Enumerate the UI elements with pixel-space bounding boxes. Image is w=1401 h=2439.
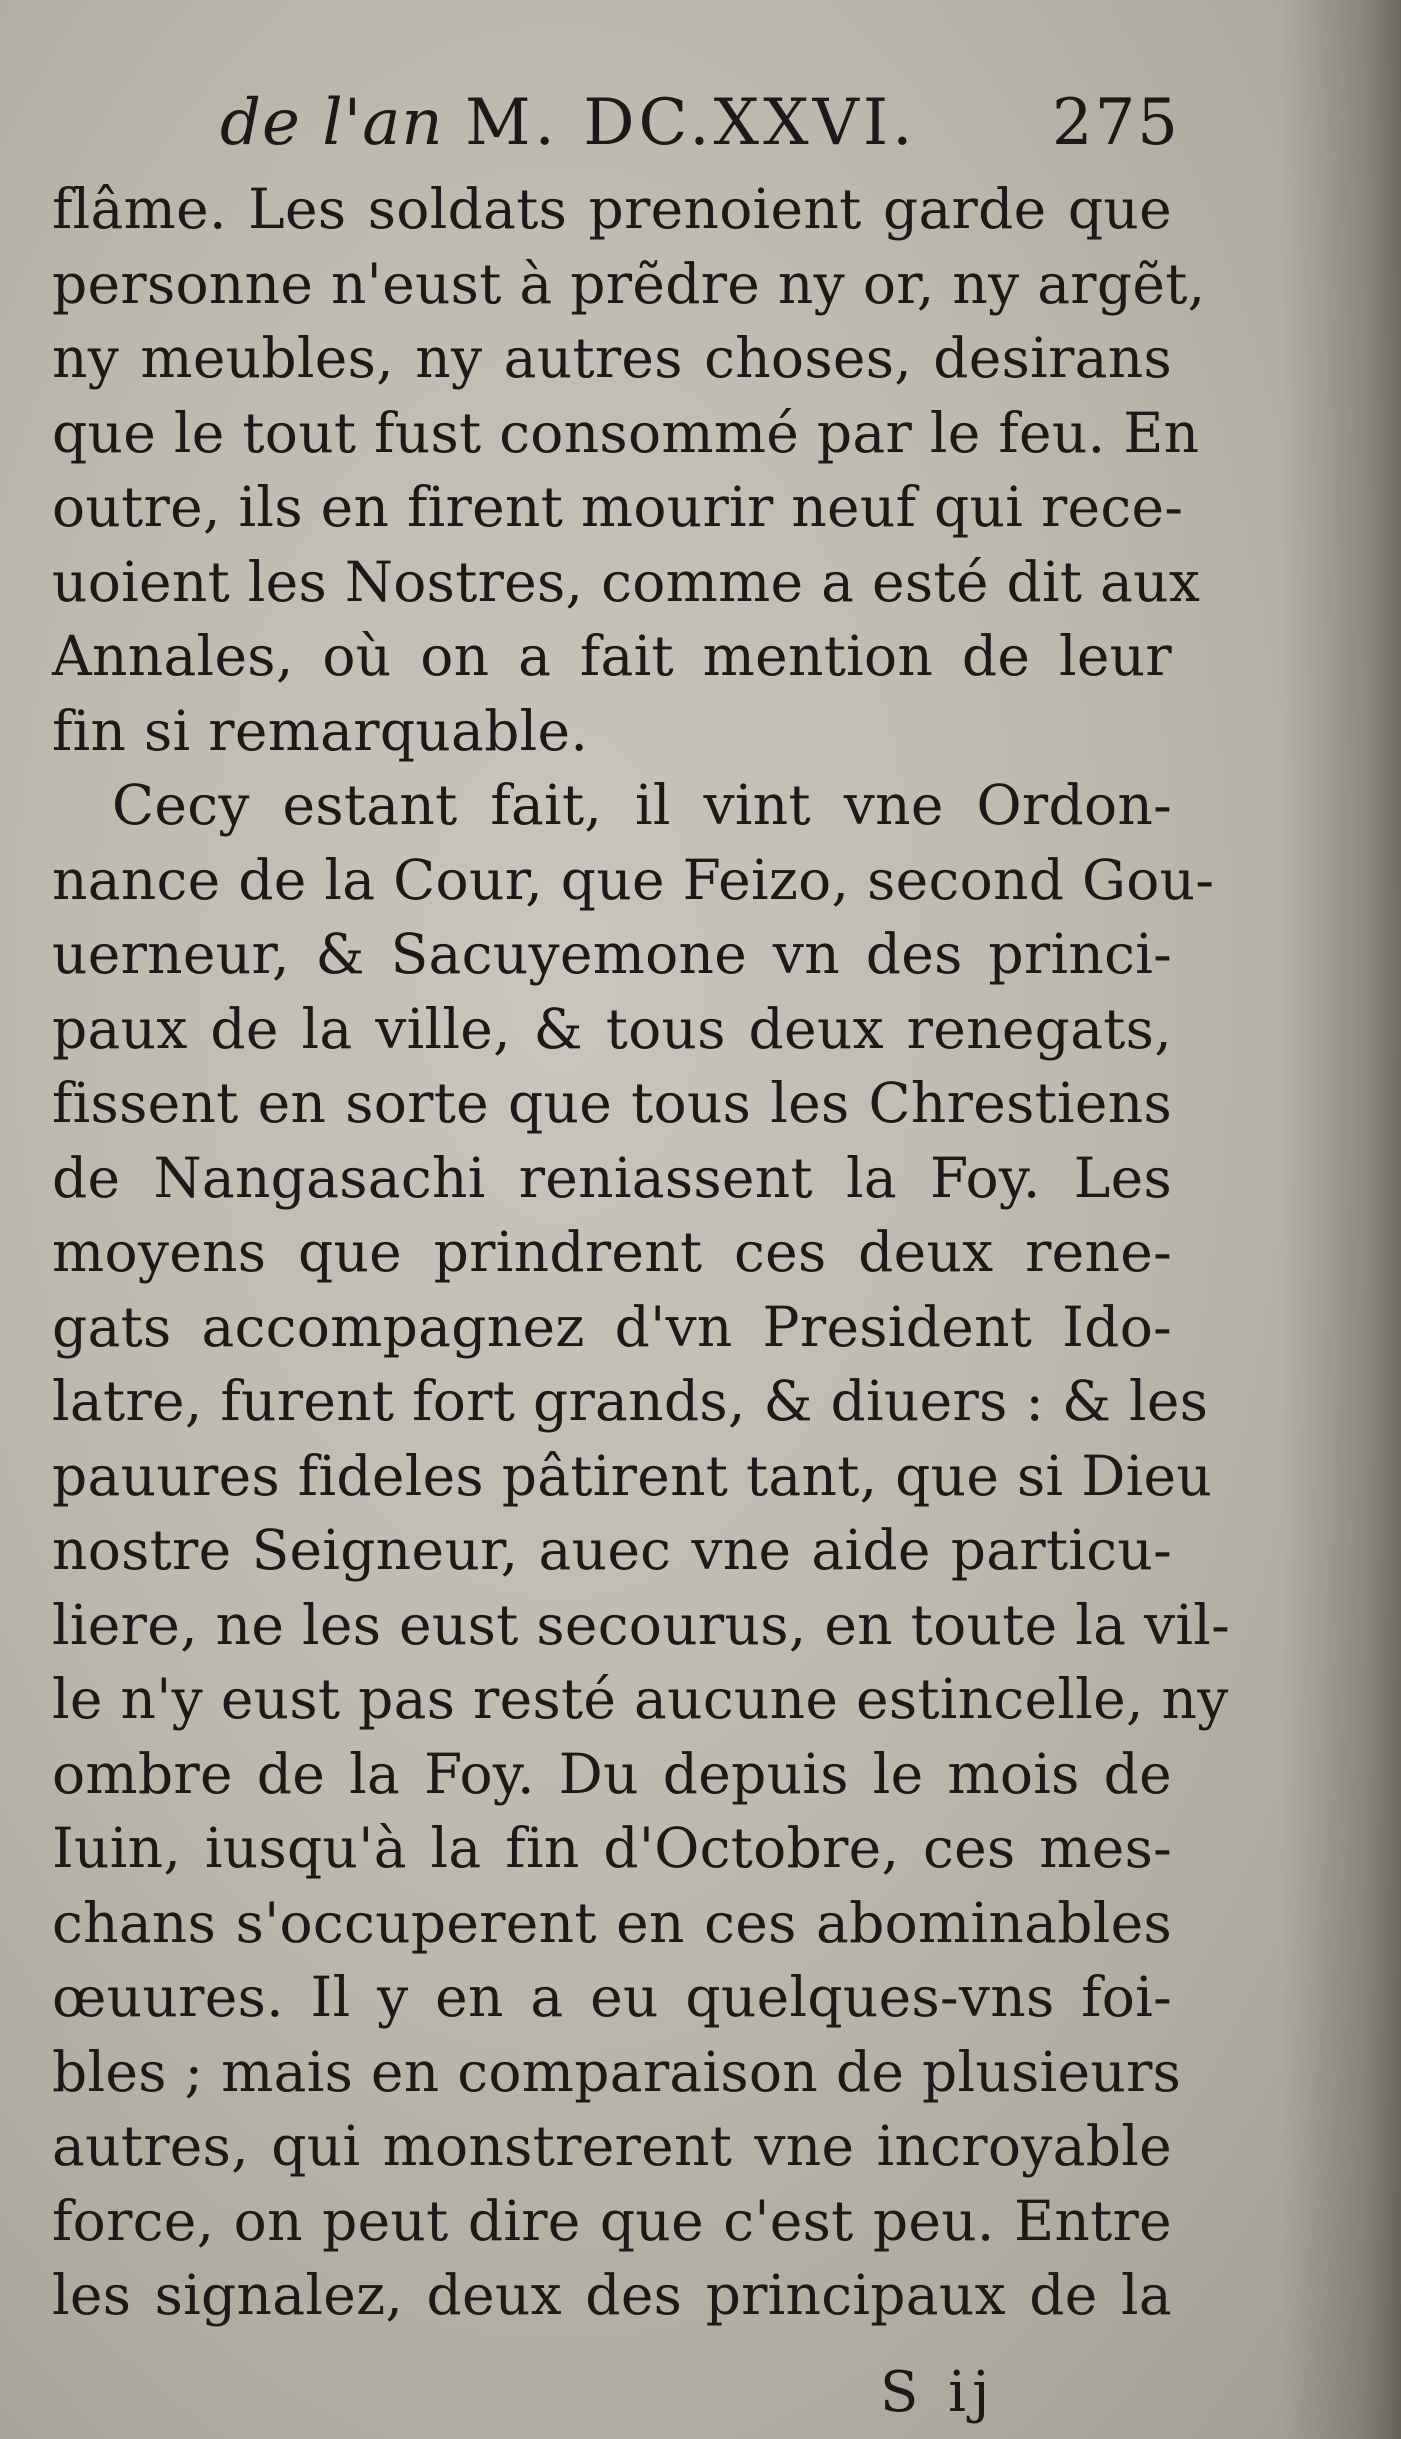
text-line: Annales, où on a fait mention de leur xyxy=(52,624,1172,688)
text-line: ombre de la Foy. Du depuis le mois de xyxy=(52,1741,1172,1806)
text-line: flâme. Les soldats prenoient garde que xyxy=(52,177,1172,241)
text-line: liere, ne les eust secourus, en toute la vil- xyxy=(52,1592,1231,1657)
text-line: nostre Seigneur, auec vne aide particu- xyxy=(52,1518,1172,1582)
text-line: chans s'occuperent en ces abominables xyxy=(52,1890,1172,1955)
text-line: ny meubles, ny autres choses, desirans xyxy=(52,326,1172,390)
text-line: paux de la ville, & tous deux renegats, xyxy=(52,996,1172,1061)
text-line: œuures. Il y en a eu quelques-vns foi- xyxy=(52,1965,1172,2029)
text-line: fissent en sorte que tous les Chrestiens xyxy=(52,1071,1172,1135)
text-line: les signalez, deux des principaux de la xyxy=(52,2263,1172,2327)
running-title-year: M. DC.XXVI. xyxy=(464,86,917,160)
text-line: moyens que prindrent ces deux rene- xyxy=(52,1220,1172,1284)
text-line: autres, qui monstrerent vne incroyable xyxy=(52,2114,1172,2178)
text-line: Cecy estant fait, il vint vne Ordon- xyxy=(112,773,1172,837)
body-text xyxy=(52,172,1231,2333)
text-line: personne n'eust à prẽdre ny or, ny argẽt, xyxy=(52,251,1206,316)
text-line: le n'y eust pas resté aucune estincelle, ny xyxy=(52,1667,1229,1731)
running-title xyxy=(220,78,917,168)
text-line: que le tout fust consommé par le feu. En xyxy=(52,400,1200,465)
text-line: Iuin, iusqu'à la fin d'Octobre, ces mes- xyxy=(52,1816,1172,1880)
text-line: uerneur, & Sacuyemone vn des princi- xyxy=(52,922,1172,986)
page-edge-shadow xyxy=(1281,0,1401,2439)
running-head xyxy=(220,78,1180,168)
text-line: force, on peut dire que c'est peu. Entre xyxy=(52,2188,1172,2253)
text-line: fin si remarquable. xyxy=(52,698,589,763)
text-line: uoient les Nostres, comme a esté dit aux xyxy=(52,549,1201,614)
text-line: gats accompagnez d'vn President Ido- xyxy=(52,1294,1172,1359)
running-title-text: de l'an xyxy=(220,86,444,160)
text-line: nance de la Cour, que Feizo, second Gou- xyxy=(52,847,1215,912)
page-number: 275 xyxy=(1051,86,1180,160)
signature-mark: S ij xyxy=(880,2360,996,2425)
text-line: pauures fideles pâtirent tant, que si Dieu xyxy=(52,1443,1213,1508)
text-line: de Nangasachi reniassent la Foy. Les xyxy=(52,1145,1172,1210)
text-line: outre, ils en firent mourir neuf qui rece- xyxy=(52,475,1184,539)
text-line: latre, furent fort grands, & diuers : & les xyxy=(52,1369,1209,1433)
text-line: bles ; mais en comparaison de plusieurs xyxy=(52,2039,1182,2104)
